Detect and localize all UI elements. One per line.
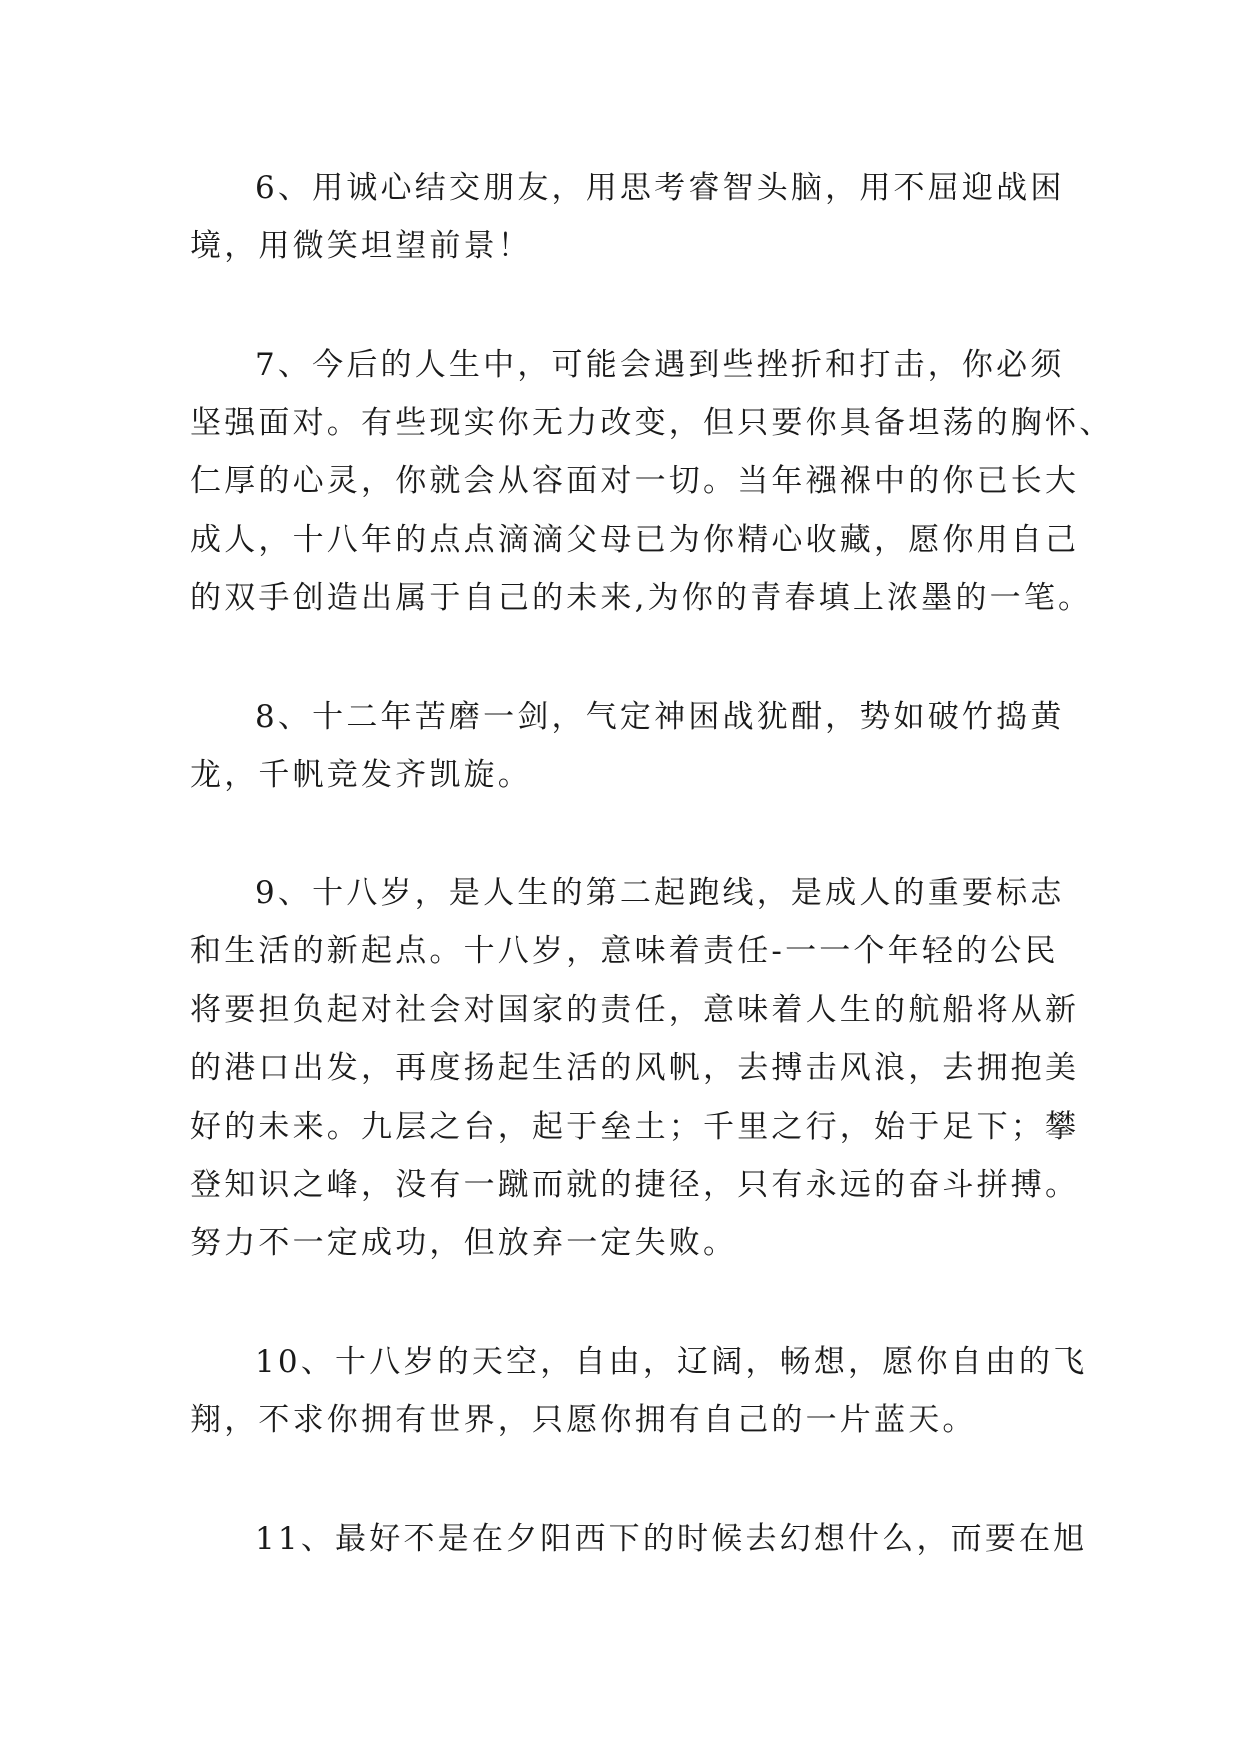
text-line: 的港口出发，再度扬起生活的风帆，去搏击风浪，去拥抱美 — [190, 1050, 1080, 1086]
text-line: 境，用微笑坦望前景！ — [190, 228, 532, 264]
text-line: 9、十八岁，是人生的第二起跑线，是成人的重要标志 — [255, 875, 1065, 911]
text-line: 11、最好不是在夕阳西下的时候去幻想什么，而要在旭 — [255, 1521, 1088, 1557]
text-line: 8、十二年苦磨一剑，气定神困战犹酣，势如破竹捣黄 — [255, 699, 1065, 735]
text-line: 7、今后的人生中，可能会遇到些挫折和打击，你必须 — [255, 347, 1065, 383]
text-line: 的双手创造出属于自己的未来,为你的青春填上浓墨的一笔。 — [190, 580, 1093, 616]
text-line: 坚强面对。有些现实你无力改变，但只要你具备坦荡的胸怀、 — [190, 405, 1114, 441]
text-line: 仁厚的心灵，你就会从容面对一切。当年襁褓中的你已长大 — [190, 463, 1080, 499]
text-line: 龙，千帆竞发齐凯旋。 — [190, 757, 532, 793]
text-line: 翔，不求你拥有世界，只愿你拥有自己的一片蓝天。 — [190, 1402, 977, 1438]
text-line: 成人，十八年的点点滴滴父母已为你精心收藏，愿你用自己 — [190, 522, 1080, 558]
text-line: 和生活的新起点。十八岁，意味着责任-一一个年轻的公民 — [190, 933, 1059, 969]
text-line: 登知识之峰，没有一蹴而就的捷径，只有永远的奋斗拼搏。 — [190, 1167, 1080, 1203]
text-line: 努力不一定成功，但放弃一定失败。 — [190, 1225, 738, 1261]
text-line: 将要担负起对社会对国家的责任，意味着人生的航船将从新 — [190, 992, 1080, 1028]
text-line: 10、十八岁的天空，自由，辽阔，畅想，愿你自由的飞 — [255, 1344, 1088, 1380]
text-line: 6、用诚心结交朋友，用思考睿智头脑，用不屈迎战困 — [255, 170, 1065, 206]
text-line: 好的未来。九层之台，起于垒土；千里之行，始于足下；攀 — [190, 1109, 1080, 1145]
